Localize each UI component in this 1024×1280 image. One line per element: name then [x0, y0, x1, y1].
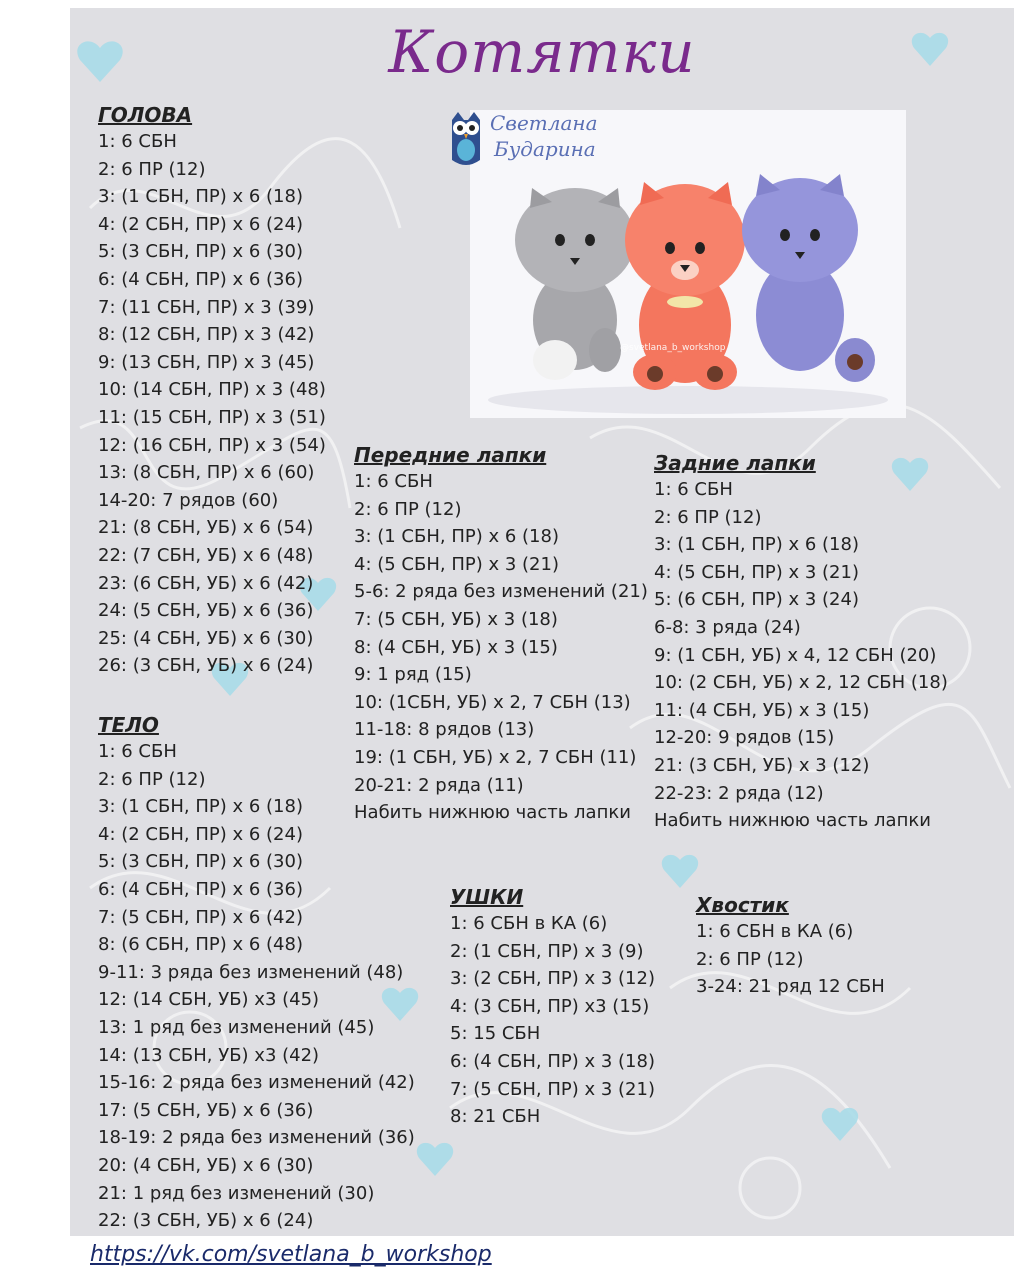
row-item: 18-19: 2 ряда без изменений (36): [98, 1127, 415, 1149]
row-item: 4: (5 СБН, ПР) х 3 (21): [354, 553, 559, 575]
row-item: 7: (5 СБН, УБ) х 3 (18): [354, 608, 558, 630]
row-item: 2: 6 ПР (12): [354, 498, 462, 520]
heart-icon: [822, 1108, 858, 1141]
section-title: ТЕЛО: [98, 713, 159, 737]
row-item: 26: (3 СБН, УБ) х 6 (24): [98, 655, 314, 677]
row-item: 13: 1 ряд без изменений (45): [98, 1016, 375, 1038]
row-item: 5: (3 СБН, ПР) х 6 (30): [98, 241, 303, 263]
heart-icon: [662, 855, 698, 888]
owl-icon: [446, 110, 486, 170]
row-list: [696, 918, 885, 1001]
row-item: 13: (8 СБН, ПР) х 6 (60): [98, 462, 315, 484]
row-item: 3-24: 21 ряд 12 СБН: [696, 976, 885, 998]
row-item: 8: (6 СБН, ПР) х 6 (48): [98, 934, 303, 956]
row-item: 5-6: 2 ряда без изменений (21): [354, 581, 648, 603]
row-item: 6: (4 СБН, ПР) х 6 (36): [98, 268, 303, 290]
row-item: 22-23: 2 ряда (12): [654, 782, 824, 804]
grey-kitten: [515, 188, 635, 380]
row-item: 20-21: 2 ряда (11): [354, 774, 524, 796]
row-item: 21: (8 СБН, УБ) х 6 (54): [98, 517, 314, 539]
row-item: 8: (4 СБН, УБ) х 3 (15): [354, 636, 558, 658]
row-item: 25: (4 СБН, УБ) х 6 (30): [98, 627, 314, 649]
row-item: 11-18: 8 рядов (13): [354, 719, 535, 741]
row-item: 14-20: 7 рядов (60): [98, 489, 279, 511]
row-item: 2: 6 ПР (12): [98, 768, 206, 790]
row-item: 3: (1 СБН, ПР) х 6 (18): [354, 526, 559, 548]
row-item: 1: 6 СБН: [354, 471, 433, 492]
row-item: 7: (5 СБН, ПР) х 6 (42): [98, 906, 303, 928]
row-item: 3: (1 СБН, ПР) х 6 (18): [98, 796, 303, 818]
row-item: 2: 6 ПР (12): [696, 948, 804, 970]
row-item: 3: (2 СБН, ПР) х 3 (12): [450, 968, 655, 990]
row-item: 9-11: 3 ряда без изменений (48): [98, 961, 404, 983]
row-item: 22: (7 СБН, УБ) х 6 (48): [98, 544, 314, 566]
row-item: 6: (4 СБН, ПР) х 6 (36): [98, 878, 303, 900]
row-item: 22: (3 СБН, УБ) х 6 (24): [98, 1210, 314, 1232]
row-item: 11: (4 СБН, УБ) х 3 (15): [654, 699, 870, 721]
row-item: 1: 6 СБН: [654, 479, 733, 500]
heart-icon: [417, 1143, 453, 1176]
row-item: 1: 6 СБН: [98, 741, 177, 762]
brand-logo: [446, 106, 626, 176]
row-item: 15-16: 2 ряда без изменений (42): [98, 1072, 415, 1094]
row-item: 8: (12 СБН, ПР) х 3 (42): [98, 324, 315, 346]
row-item: Набить нижнюю часть лапки: [654, 810, 931, 832]
row-list: [450, 910, 655, 1131]
row-item: 10: (14 СБН, ПР) х 3 (48): [98, 379, 326, 401]
section-title: Хвостик: [696, 893, 789, 917]
section-tail: [696, 892, 885, 1001]
row-item: 9: (1 СБН, УБ) х 4, 12 СБН (20): [654, 644, 937, 666]
row-item: 24: (5 СБН, УБ) х 6 (36): [98, 600, 314, 622]
section-title: ГОЛОВА: [98, 103, 193, 127]
row-item: 20: (4 СБН, УБ) х 6 (30): [98, 1154, 314, 1176]
row-item: 7: (5 СБН, ПР) х 3 (21): [450, 1078, 655, 1100]
row-item: 11: (15 СБН, ПР) х 3 (51): [98, 406, 326, 428]
row-item: 8: 21 СБН: [450, 1106, 541, 1128]
row-item: 19: (1 СБН, УБ) х 2, 7 СБН (11): [354, 746, 637, 768]
brand-name: Светлана Бударина: [490, 111, 598, 161]
lilac-kitten: [742, 174, 875, 382]
row-item: 4: (5 СБН, ПР) х 3 (21): [654, 561, 859, 583]
row-item: Набить нижнюю часть лапки: [354, 802, 631, 824]
row-item: 6: (4 СБН, ПР) х 3 (18): [450, 1050, 655, 1072]
row-item: 14: (13 СБН, УБ) х3 (42): [98, 1044, 320, 1066]
section-front-paws: [354, 442, 648, 827]
row-item: 9: (13 СБН, ПР) х 3 (45): [98, 351, 315, 373]
row-item: 5: (6 СБН, ПР) х 3 (24): [654, 589, 859, 611]
section-title: Задние лапки: [654, 451, 816, 475]
row-item: 5: (3 СБН, ПР) х 6 (30): [98, 851, 303, 873]
row-list: [354, 468, 648, 827]
row-item: 2: 6 ПР (12): [654, 506, 762, 528]
row-item: 12-20: 9 рядов (15): [654, 727, 835, 749]
row-item: 1: 6 СБН: [98, 131, 177, 152]
source-link[interactable]: https://vk.com/svetlana_b_workshop: [90, 1242, 492, 1267]
row-item: 12: (14 СБН, УБ) х3 (45): [98, 989, 320, 1011]
row-item: 17: (5 СБН, УБ) х 6 (36): [98, 1099, 314, 1121]
row-item: 1: 6 СБН в КА (6): [450, 913, 608, 934]
section-back-paws: [654, 450, 948, 835]
row-item: 5: 15 СБН: [450, 1023, 541, 1045]
section-head: [98, 102, 326, 680]
section-title: Передние лапки: [354, 443, 547, 467]
row-item: 2: (1 СБН, ПР) х 3 (9): [450, 940, 644, 962]
row-item: 3: (1 СБН, ПР) х 6 (18): [98, 186, 303, 208]
row-item: 9: 1 ряд (15): [354, 664, 472, 686]
row-item: 3: (1 СБН, ПР) х 6 (18): [654, 534, 859, 556]
row-item: 10: (1СБН, УБ) х 2, 7 СБН (13): [354, 691, 631, 713]
pattern-card: [70, 8, 1014, 1236]
row-item: 12: (16 СБН, ПР) х 3 (54): [98, 434, 326, 456]
page-title: Котятки: [388, 18, 696, 86]
coral-kitten: [625, 182, 745, 390]
row-item: 4: (2 СБН, ПР) х 6 (24): [98, 823, 303, 845]
row-item: 23: (6 СБН, УБ) х 6 (42): [98, 572, 314, 594]
row-item: 4: (2 СБН, ПР) х 6 (24): [98, 213, 303, 235]
row-item: 6-8: 3 ряда (24): [654, 616, 801, 638]
row-item: 4: (3 СБН, ПР) х3 (15): [450, 995, 650, 1017]
row-item: 1: 6 СБН в КА (6): [696, 921, 854, 942]
section-ears: [450, 884, 655, 1131]
section-title: УШКИ: [450, 885, 524, 909]
row-item: 21: 1 ряд без изменений (30): [98, 1182, 375, 1204]
row-list: [654, 476, 948, 835]
row-item: 7: (11 СБН, ПР) х 3 (39): [98, 296, 315, 318]
row-item: 21: (3 СБН, УБ) х 3 (12): [654, 754, 870, 776]
row-item: 2: 6 ПР (12): [98, 158, 206, 180]
row-list: [98, 128, 326, 680]
row-item: 10: (2 СБН, УБ) х 2, 12 СБН (18): [654, 672, 948, 694]
photo-watermark: @svetlana_b_workshop: [620, 343, 726, 353]
